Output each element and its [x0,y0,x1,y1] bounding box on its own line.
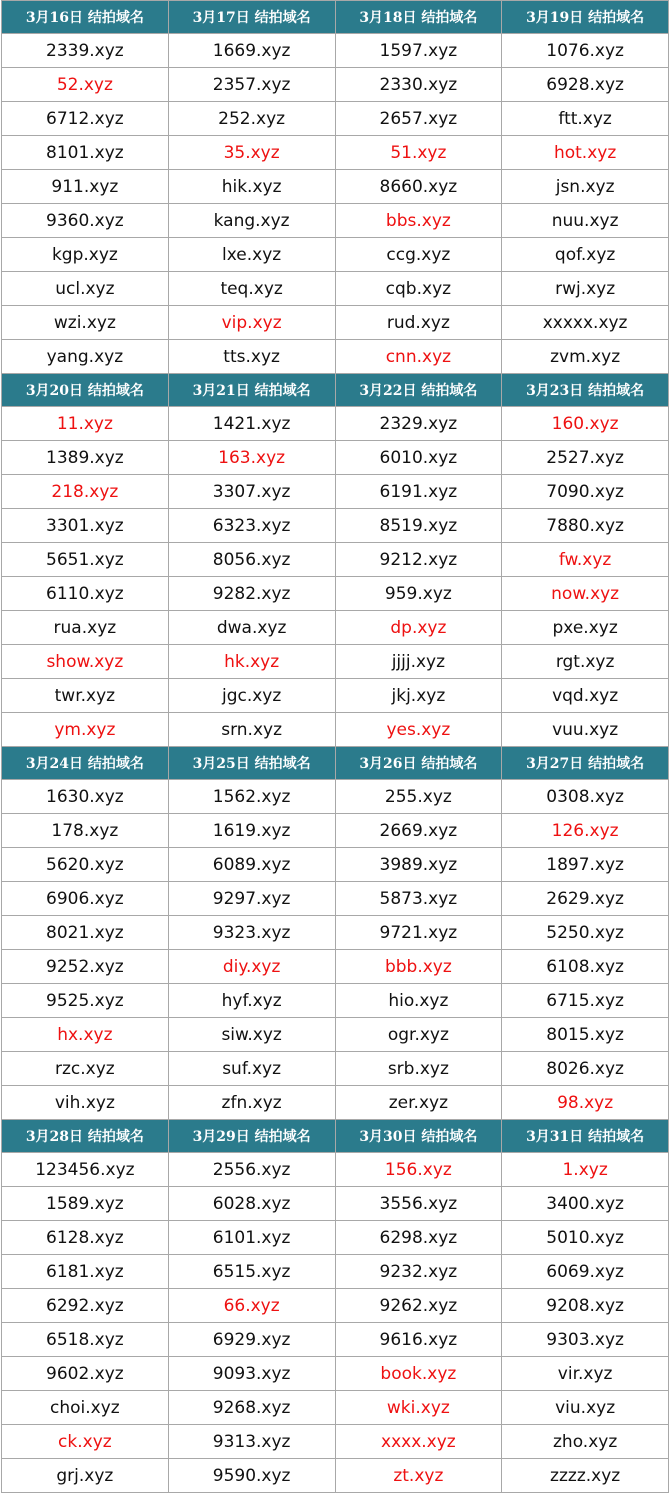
domain-cell: vih.xyz [2,1086,169,1120]
table-row [2,916,669,950]
domain-cell: 123456.xyz [2,1153,169,1187]
domain-cell: ucl.xyz [2,272,169,306]
table-row [2,1425,669,1459]
domain-cell: 0308.xyz [502,780,669,814]
table-row [2,1018,669,1052]
domain-cell: 9093.xyz [168,1357,335,1391]
domain-cell: 6298.xyz [335,1221,502,1255]
domain-cell: 2657.xyz [335,102,502,136]
domain-cell: teq.xyz [168,272,335,306]
domain-cell: rgt.xyz [502,645,669,679]
domain-cell: hyf.xyz [168,984,335,1018]
domain-cell: 6323.xyz [168,509,335,543]
domain-cell-highlighted: 51.xyz [335,136,502,170]
domain-cell: rud.xyz [335,306,502,340]
table-row [2,1153,669,1187]
domain-cell-highlighted: hx.xyz [2,1018,169,1052]
table-row [2,543,669,577]
table-row [2,814,669,848]
domain-cell: 1630.xyz [2,780,169,814]
table-row [2,170,669,204]
domain-cell-highlighted: 1.xyz [502,1153,669,1187]
table-row [2,1255,669,1289]
domain-cell: jkj.xyz [335,679,502,713]
domain-cell-highlighted: 156.xyz [335,1153,502,1187]
domain-cell: 6518.xyz [2,1323,169,1357]
domain-cell: choi.xyz [2,1391,169,1425]
table-row [2,1323,669,1357]
date-header-row [2,374,669,407]
domain-cell: 6928.xyz [502,68,669,102]
domain-cell-highlighted: book.xyz [335,1357,502,1391]
domain-cell: 3989.xyz [335,848,502,882]
domain-cell: kang.xyz [168,204,335,238]
domain-cell: 9212.xyz [335,543,502,577]
domain-cell-highlighted: diy.xyz [168,950,335,984]
date-header-row [2,1,669,34]
domain-cell: grj.xyz [2,1459,169,1493]
domain-cell-highlighted: 160.xyz [502,407,669,441]
domain-cell: ftt.xyz [502,102,669,136]
domain-auction-table [1,0,669,1493]
domain-cell: 6108.xyz [502,950,669,984]
domain-cell: 9303.xyz [502,1323,669,1357]
domain-cell: 1589.xyz [2,1187,169,1221]
table-row [2,1086,669,1120]
domain-cell: hik.xyz [168,170,335,204]
domain-cell: 2556.xyz [168,1153,335,1187]
domain-cell: ogr.xyz [335,1018,502,1052]
domain-cell-highlighted: 126.xyz [502,814,669,848]
domain-cell: 9590.xyz [168,1459,335,1493]
domain-cell: 178.xyz [2,814,169,848]
date-header-row [2,747,669,780]
domain-cell: 2330.xyz [335,68,502,102]
domain-cell-highlighted: zt.xyz [335,1459,502,1493]
domain-cell: suf.xyz [168,1052,335,1086]
domain-cell: 8015.xyz [502,1018,669,1052]
domain-cell: 5620.xyz [2,848,169,882]
date-header: 3月29日 结拍域名 [168,1120,335,1153]
domain-cell: kgp.xyz [2,238,169,272]
domain-cell-highlighted: 218.xyz [2,475,169,509]
domain-cell: qof.xyz [502,238,669,272]
domain-cell: 6181.xyz [2,1255,169,1289]
domain-cell: 9268.xyz [168,1391,335,1425]
domain-cell: 9297.xyz [168,882,335,916]
table-row [2,1052,669,1086]
date-header: 3月26日 结拍域名 [335,747,502,780]
domain-cell: 1421.xyz [168,407,335,441]
date-header: 3月17日 结拍域名 [168,1,335,34]
domain-cell: tts.xyz [168,340,335,374]
date-header: 3月21日 结拍域名 [168,374,335,407]
domain-cell: 1562.xyz [168,780,335,814]
domain-cell-highlighted: dp.xyz [335,611,502,645]
table-row [2,780,669,814]
domain-cell: 1076.xyz [502,34,669,68]
table-row [2,577,669,611]
domain-cell-highlighted: bbb.xyz [335,950,502,984]
domain-cell-highlighted: show.xyz [2,645,169,679]
domain-cell: 8021.xyz [2,916,169,950]
domain-cell: 1669.xyz [168,34,335,68]
date-header-row [2,1120,669,1153]
domain-cell: 9252.xyz [2,950,169,984]
domain-cell-highlighted: wki.xyz [335,1391,502,1425]
table-row [2,882,669,916]
date-header: 3月27日 结拍域名 [502,747,669,780]
domain-cell-highlighted: 35.xyz [168,136,335,170]
table-row [2,340,669,374]
domain-cell-highlighted: now.xyz [502,577,669,611]
domain-cell: ccg.xyz [335,238,502,272]
domain-cell: 9525.xyz [2,984,169,1018]
domain-cell: 8660.xyz [335,170,502,204]
date-header: 3月23日 结拍域名 [502,374,669,407]
table-row [2,984,669,1018]
table-row [2,679,669,713]
domain-cell: 8519.xyz [335,509,502,543]
domain-cell: 6010.xyz [335,441,502,475]
domain-cell: 6515.xyz [168,1255,335,1289]
domain-cell: 6101.xyz [168,1221,335,1255]
domain-cell: 5010.xyz [502,1221,669,1255]
domain-cell: 6089.xyz [168,848,335,882]
domain-cell: cqb.xyz [335,272,502,306]
table-row [2,509,669,543]
domain-cell: 9262.xyz [335,1289,502,1323]
domain-cell: 5250.xyz [502,916,669,950]
date-header: 3月24日 结拍域名 [2,747,169,780]
domain-cell-highlighted: cnn.xyz [335,340,502,374]
table-row [2,475,669,509]
domain-cell-highlighted: bbs.xyz [335,204,502,238]
domain-cell: 2527.xyz [502,441,669,475]
table-row [2,1391,669,1425]
domain-cell: rwj.xyz [502,272,669,306]
domain-cell: 2669.xyz [335,814,502,848]
domain-cell: 3301.xyz [2,509,169,543]
domain-cell: twr.xyz [2,679,169,713]
table-row [2,611,669,645]
domain-cell: 3307.xyz [168,475,335,509]
domain-cell: dwa.xyz [168,611,335,645]
table-row [2,1221,669,1255]
domain-cell: 6929.xyz [168,1323,335,1357]
domain-cell: wzi.xyz [2,306,169,340]
table-row [2,68,669,102]
domain-cell: 6906.xyz [2,882,169,916]
domain-cell: 9616.xyz [335,1323,502,1357]
domain-cell-highlighted: vip.xyz [168,306,335,340]
domain-cell: srb.xyz [335,1052,502,1086]
domain-cell: 9721.xyz [335,916,502,950]
table-row [2,713,669,747]
domain-cell: xxxxx.xyz [502,306,669,340]
domain-cell-highlighted: 52.xyz [2,68,169,102]
domain-cell: rzc.xyz [2,1052,169,1086]
domain-cell: 9602.xyz [2,1357,169,1391]
domain-cell: zvm.xyz [502,340,669,374]
domain-cell-highlighted: ym.xyz [2,713,169,747]
domain-cell: 9282.xyz [168,577,335,611]
domain-cell: hio.xyz [335,984,502,1018]
domain-cell: jsn.xyz [502,170,669,204]
domain-cell: 959.xyz [335,577,502,611]
table-row [2,950,669,984]
date-header: 3月31日 结拍域名 [502,1120,669,1153]
domain-cell: 8056.xyz [168,543,335,577]
domain-cell-highlighted: hk.xyz [168,645,335,679]
domain-cell: pxe.xyz [502,611,669,645]
domain-cell: 9232.xyz [335,1255,502,1289]
domain-cell-highlighted: ck.xyz [2,1425,169,1459]
table-row [2,306,669,340]
domain-cell: nuu.xyz [502,204,669,238]
domain-cell: 6028.xyz [168,1187,335,1221]
domain-cell: rua.xyz [2,611,169,645]
table-row [2,1459,669,1493]
domain-cell-highlighted: hot.xyz [502,136,669,170]
date-header: 3月25日 结拍域名 [168,747,335,780]
domain-cell: 2339.xyz [2,34,169,68]
domain-cell: 6191.xyz [335,475,502,509]
table-row [2,204,669,238]
table-row [2,441,669,475]
date-header: 3月19日 结拍域名 [502,1,669,34]
domain-cell: 6712.xyz [2,102,169,136]
domain-auction-table-body [2,1,669,1493]
domain-cell: 8026.xyz [502,1052,669,1086]
table-row [2,102,669,136]
domain-cell: 9208.xyz [502,1289,669,1323]
domain-cell: 2357.xyz [168,68,335,102]
domain-cell: zho.xyz [502,1425,669,1459]
table-row [2,34,669,68]
table-row [2,848,669,882]
domain-cell: 6069.xyz [502,1255,669,1289]
domain-cell: 911.xyz [2,170,169,204]
domain-cell: zer.xyz [335,1086,502,1120]
domain-cell: 6110.xyz [2,577,169,611]
table-row [2,645,669,679]
domain-cell: vqd.xyz [502,679,669,713]
domain-cell: 7880.xyz [502,509,669,543]
domain-cell: 6715.xyz [502,984,669,1018]
date-header: 3月18日 结拍域名 [335,1,502,34]
domain-cell-highlighted: 163.xyz [168,441,335,475]
domain-cell-highlighted: 98.xyz [502,1086,669,1120]
table-row [2,1357,669,1391]
table-row [2,238,669,272]
date-header: 3月20日 结拍域名 [2,374,169,407]
domain-cell: jjjj.xyz [335,645,502,679]
domain-cell: 252.xyz [168,102,335,136]
date-header: 3月16日 结拍域名 [2,1,169,34]
domain-cell: 255.xyz [335,780,502,814]
table-row [2,1187,669,1221]
table-row [2,272,669,306]
domain-cell: siw.xyz [168,1018,335,1052]
domain-cell: 3400.xyz [502,1187,669,1221]
domain-cell: jgc.xyz [168,679,335,713]
domain-cell: 5873.xyz [335,882,502,916]
domain-cell: viu.xyz [502,1391,669,1425]
domain-cell: lxe.xyz [168,238,335,272]
domain-cell-highlighted: xxxx.xyz [335,1425,502,1459]
table-row [2,1289,669,1323]
table-row [2,136,669,170]
domain-cell: 1389.xyz [2,441,169,475]
domain-cell: 2629.xyz [502,882,669,916]
domain-cell: 1619.xyz [168,814,335,848]
table-row [2,407,669,441]
domain-cell: 5651.xyz [2,543,169,577]
date-header: 3月22日 结拍域名 [335,374,502,407]
domain-cell: zfn.xyz [168,1086,335,1120]
date-header: 3月30日 结拍域名 [335,1120,502,1153]
domain-cell: 2329.xyz [335,407,502,441]
domain-cell: 6128.xyz [2,1221,169,1255]
domain-cell: 6292.xyz [2,1289,169,1323]
domain-cell: vir.xyz [502,1357,669,1391]
domain-cell: 3556.xyz [335,1187,502,1221]
domain-cell: 7090.xyz [502,475,669,509]
domain-cell-highlighted: 11.xyz [2,407,169,441]
domain-cell: 1897.xyz [502,848,669,882]
domain-cell: zzzz.xyz [502,1459,669,1493]
domain-cell: 1597.xyz [335,34,502,68]
domain-cell-highlighted: 66.xyz [168,1289,335,1323]
domain-cell-highlighted: fw.xyz [502,543,669,577]
domain-cell: yang.xyz [2,340,169,374]
domain-cell: vuu.xyz [502,713,669,747]
domain-cell: 8101.xyz [2,136,169,170]
domain-cell: 9313.xyz [168,1425,335,1459]
domain-cell: srn.xyz [168,713,335,747]
date-header: 3月28日 结拍域名 [2,1120,169,1153]
domain-cell: 9360.xyz [2,204,169,238]
domain-cell-highlighted: yes.xyz [335,713,502,747]
domain-cell: 9323.xyz [168,916,335,950]
